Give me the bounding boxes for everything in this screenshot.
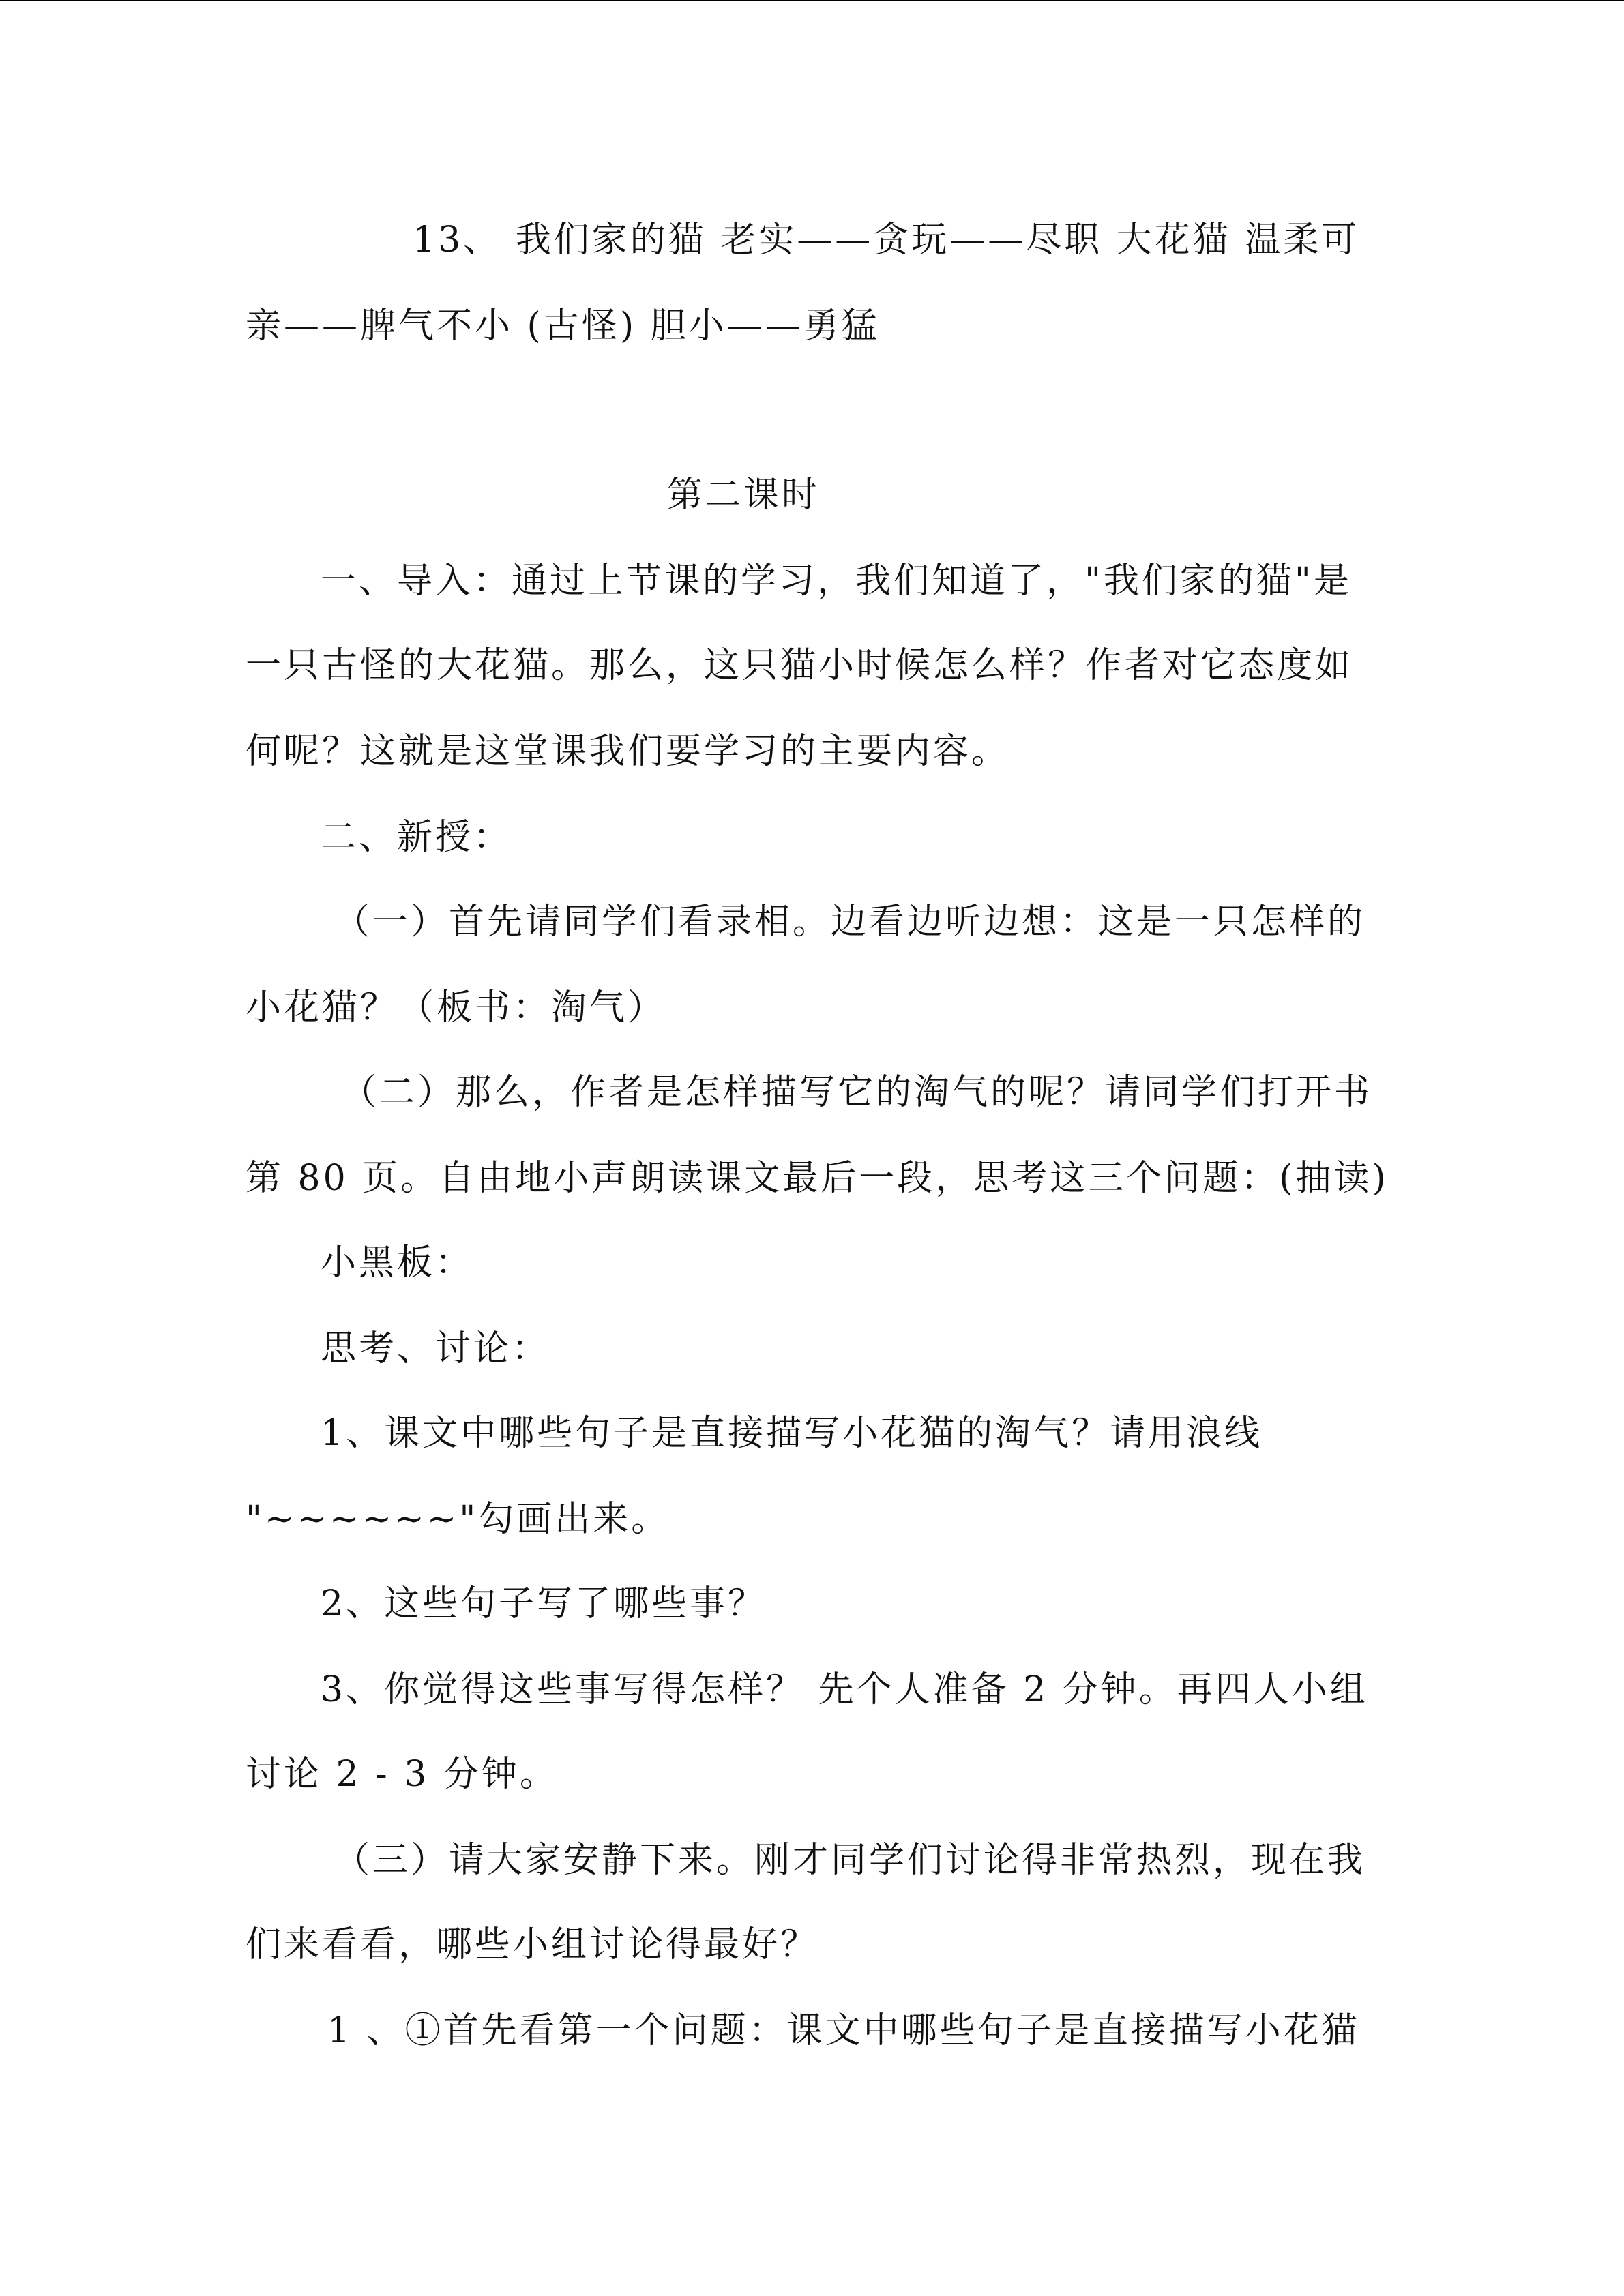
header-line-1: 13、 我们家的猫 老实——贪玩——尽职 大花猫 温柔可 (413, 220, 1360, 260)
part2-line-2: 第 80 页。自由地小声朗读课文最后一段，思考这三个问题：(抽读) (246, 1158, 1389, 1199)
question-1-line-1: 1、课文中哪些句子是直接描写小花猫的淘气？请用浪线 (321, 1413, 1263, 1454)
item-1-line: 1 、①首先看第一个问题：课文中哪些句子是直接描写小花猫 (327, 2010, 1360, 2051)
blackboard-label: 小黑板： (321, 1242, 474, 1283)
part2-line-1: （二）那么，作者是怎样描写它的淘气的呢？请同学们打开书 (341, 1072, 1373, 1113)
header-line-2: 亲——脾气不小 (古怪) 胆小——勇猛 (246, 305, 880, 346)
discuss-label: 思考、讨论： (321, 1328, 550, 1369)
new-lesson-heading: 二、新授： (321, 817, 512, 858)
question-3-line-2: 讨论 2 - 3 分钟。 (246, 1754, 558, 1795)
question-3-line-1: 3、你觉得这些事写得怎样？ 先个人准备 2 分钟。再四人小组 (321, 1669, 1368, 1710)
question-2: 2、这些句子写了哪些事？ (321, 1583, 767, 1624)
question-1-line-2: "~~~~~~"勾画出来。 (246, 1499, 670, 1540)
part3-line-2: 们来看看，哪些小组讨论得最好？ (246, 1924, 819, 1965)
section-title: 第二课时 (667, 475, 821, 516)
intro-line-3: 何呢？这就是这堂课我们要学习的主要内容。 (246, 731, 1010, 772)
intro-line-2: 一只古怪的大花猫。那么，这只猫小时候怎么样？作者对它态度如 (246, 645, 1354, 686)
intro-line-1: 一、导入：通过上节课的学习，我们知道了，"我们家的猫"是 (321, 561, 1352, 601)
part1-line-1: （一）首先请同学们看录相。边看边听边想：这是一只怎样的 (334, 901, 1366, 942)
part3-line-1: （三）请大家安静下来。刚才同学们讨论得非常热烈，现在我 (334, 1840, 1366, 1881)
part1-line-2: 小花猫？（板书：淘气） (246, 987, 666, 1028)
